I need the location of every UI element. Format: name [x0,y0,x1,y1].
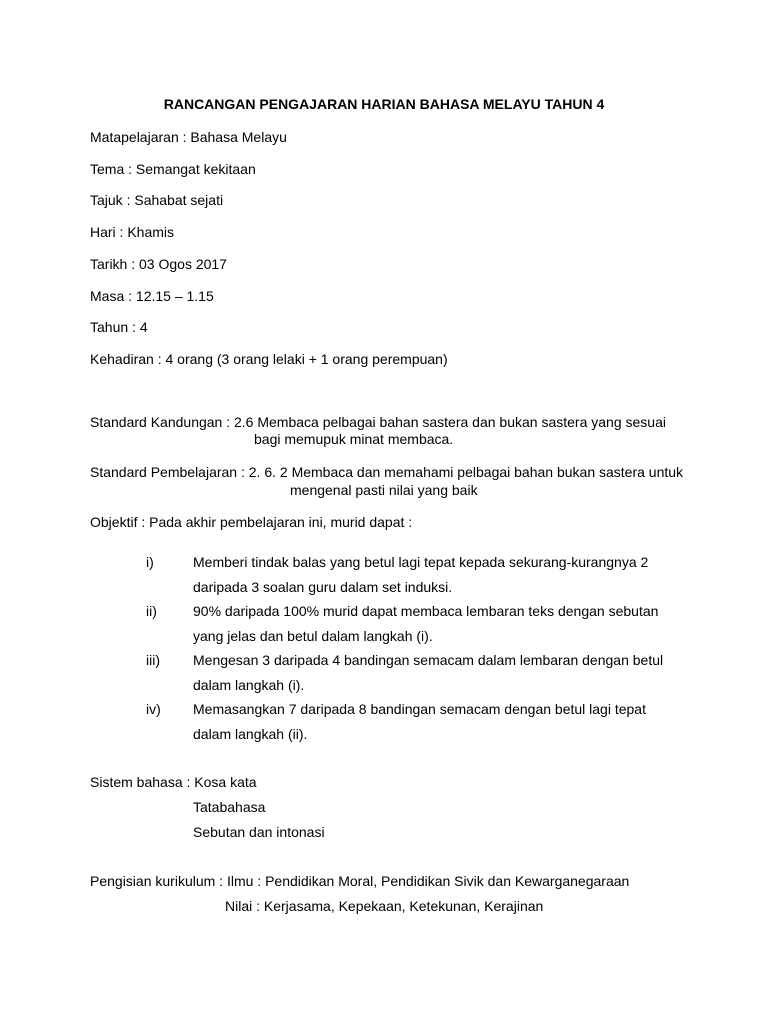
pengisian-kurikulum-line1: Pengisian kurikulum : Ilmu : Pendidikan Moral, Pendidikan Sivik dan Kewarganegaraan [90,873,630,889]
objektif-item-line2: daripada 3 soalan guru dalam set induksi. [193,579,453,595]
objektif-item-line1: Memasangkan 7 daripada 8 bandingan semacam dengan betul lagi tepat [193,701,646,717]
objektif-item-number: ii) [146,603,157,619]
objektif-item-line2: yang jelas dan betul dalam langkah (i). [193,628,433,644]
objektif-item-line2: dalam langkah (i). [193,677,305,693]
pengisian-kurikulum-line2: Nilai : Kerjasama, Kepekaan, Ketekunan, Kerajinan [225,898,544,914]
sistem-bahasa-item: Tatabahasa [193,799,266,815]
objektif-intro: Objektif : Pada akhir pembelajaran ini, murid dapat : [90,514,413,530]
standard-pembelajaran-line2: mengenal pasti nilai yang baik [290,482,478,498]
field-kehadiran: Kehadiran : 4 orang (3 orang lelaki + 1 orang perempuan) [90,351,448,367]
field-masa: Masa : 12.15 – 1.15 [90,288,214,304]
field-tajuk: Tajuk : Sahabat sejati [90,192,224,208]
sistem-bahasa-item: Sebutan dan intonasi [193,824,325,840]
field-tahun: Tahun : 4 [90,319,148,335]
sistem-bahasa-label: Sistem bahasa : Kosa kata [90,774,257,790]
standard-kandungan-line1: Standard Kandungan : 2.6 Membaca pelbagai bahan sastera dan bukan sastera yang sesuai [90,414,666,430]
objektif-item-number: iii) [146,652,160,668]
objektif-item-number: i) [146,554,154,570]
standard-pembelajaran-line1: Standard Pembelajaran : 2. 6. 2 Membaca dan memahami pelbagai bahan bukan sastera untuk [90,464,684,480]
document-title: RANCANGAN PENGAJARAN HARIAN BAHASA MELAYU TAHUN 4 [163,96,605,112]
objektif-item-line2: dalam langkah (ii). [193,726,308,742]
field-tarikh: Tarikh : 03 Ogos 2017 [90,256,227,272]
objektif-item-line1: 90% daripada 100% murid dapat membaca lembaran teks dengan sebutan [193,603,659,619]
objektif-item-number: iv) [146,701,161,717]
objektif-item-line1: Memberi tindak balas yang betul lagi tepat kepada sekurang-kurangnya 2 [193,554,649,570]
field-tema: Tema : Semangat kekitaan [90,161,256,177]
field-matapelajaran: Matapelajaran : Bahasa Melayu [90,129,287,145]
objektif-item-line1: Mengesan 3 daripada 4 bandingan semacam dalam lembaran dengan betul [193,652,664,668]
field-hari: Hari : Khamis [90,224,175,240]
standard-kandungan-line2: bagi memupuk minat membaca. [254,431,454,447]
